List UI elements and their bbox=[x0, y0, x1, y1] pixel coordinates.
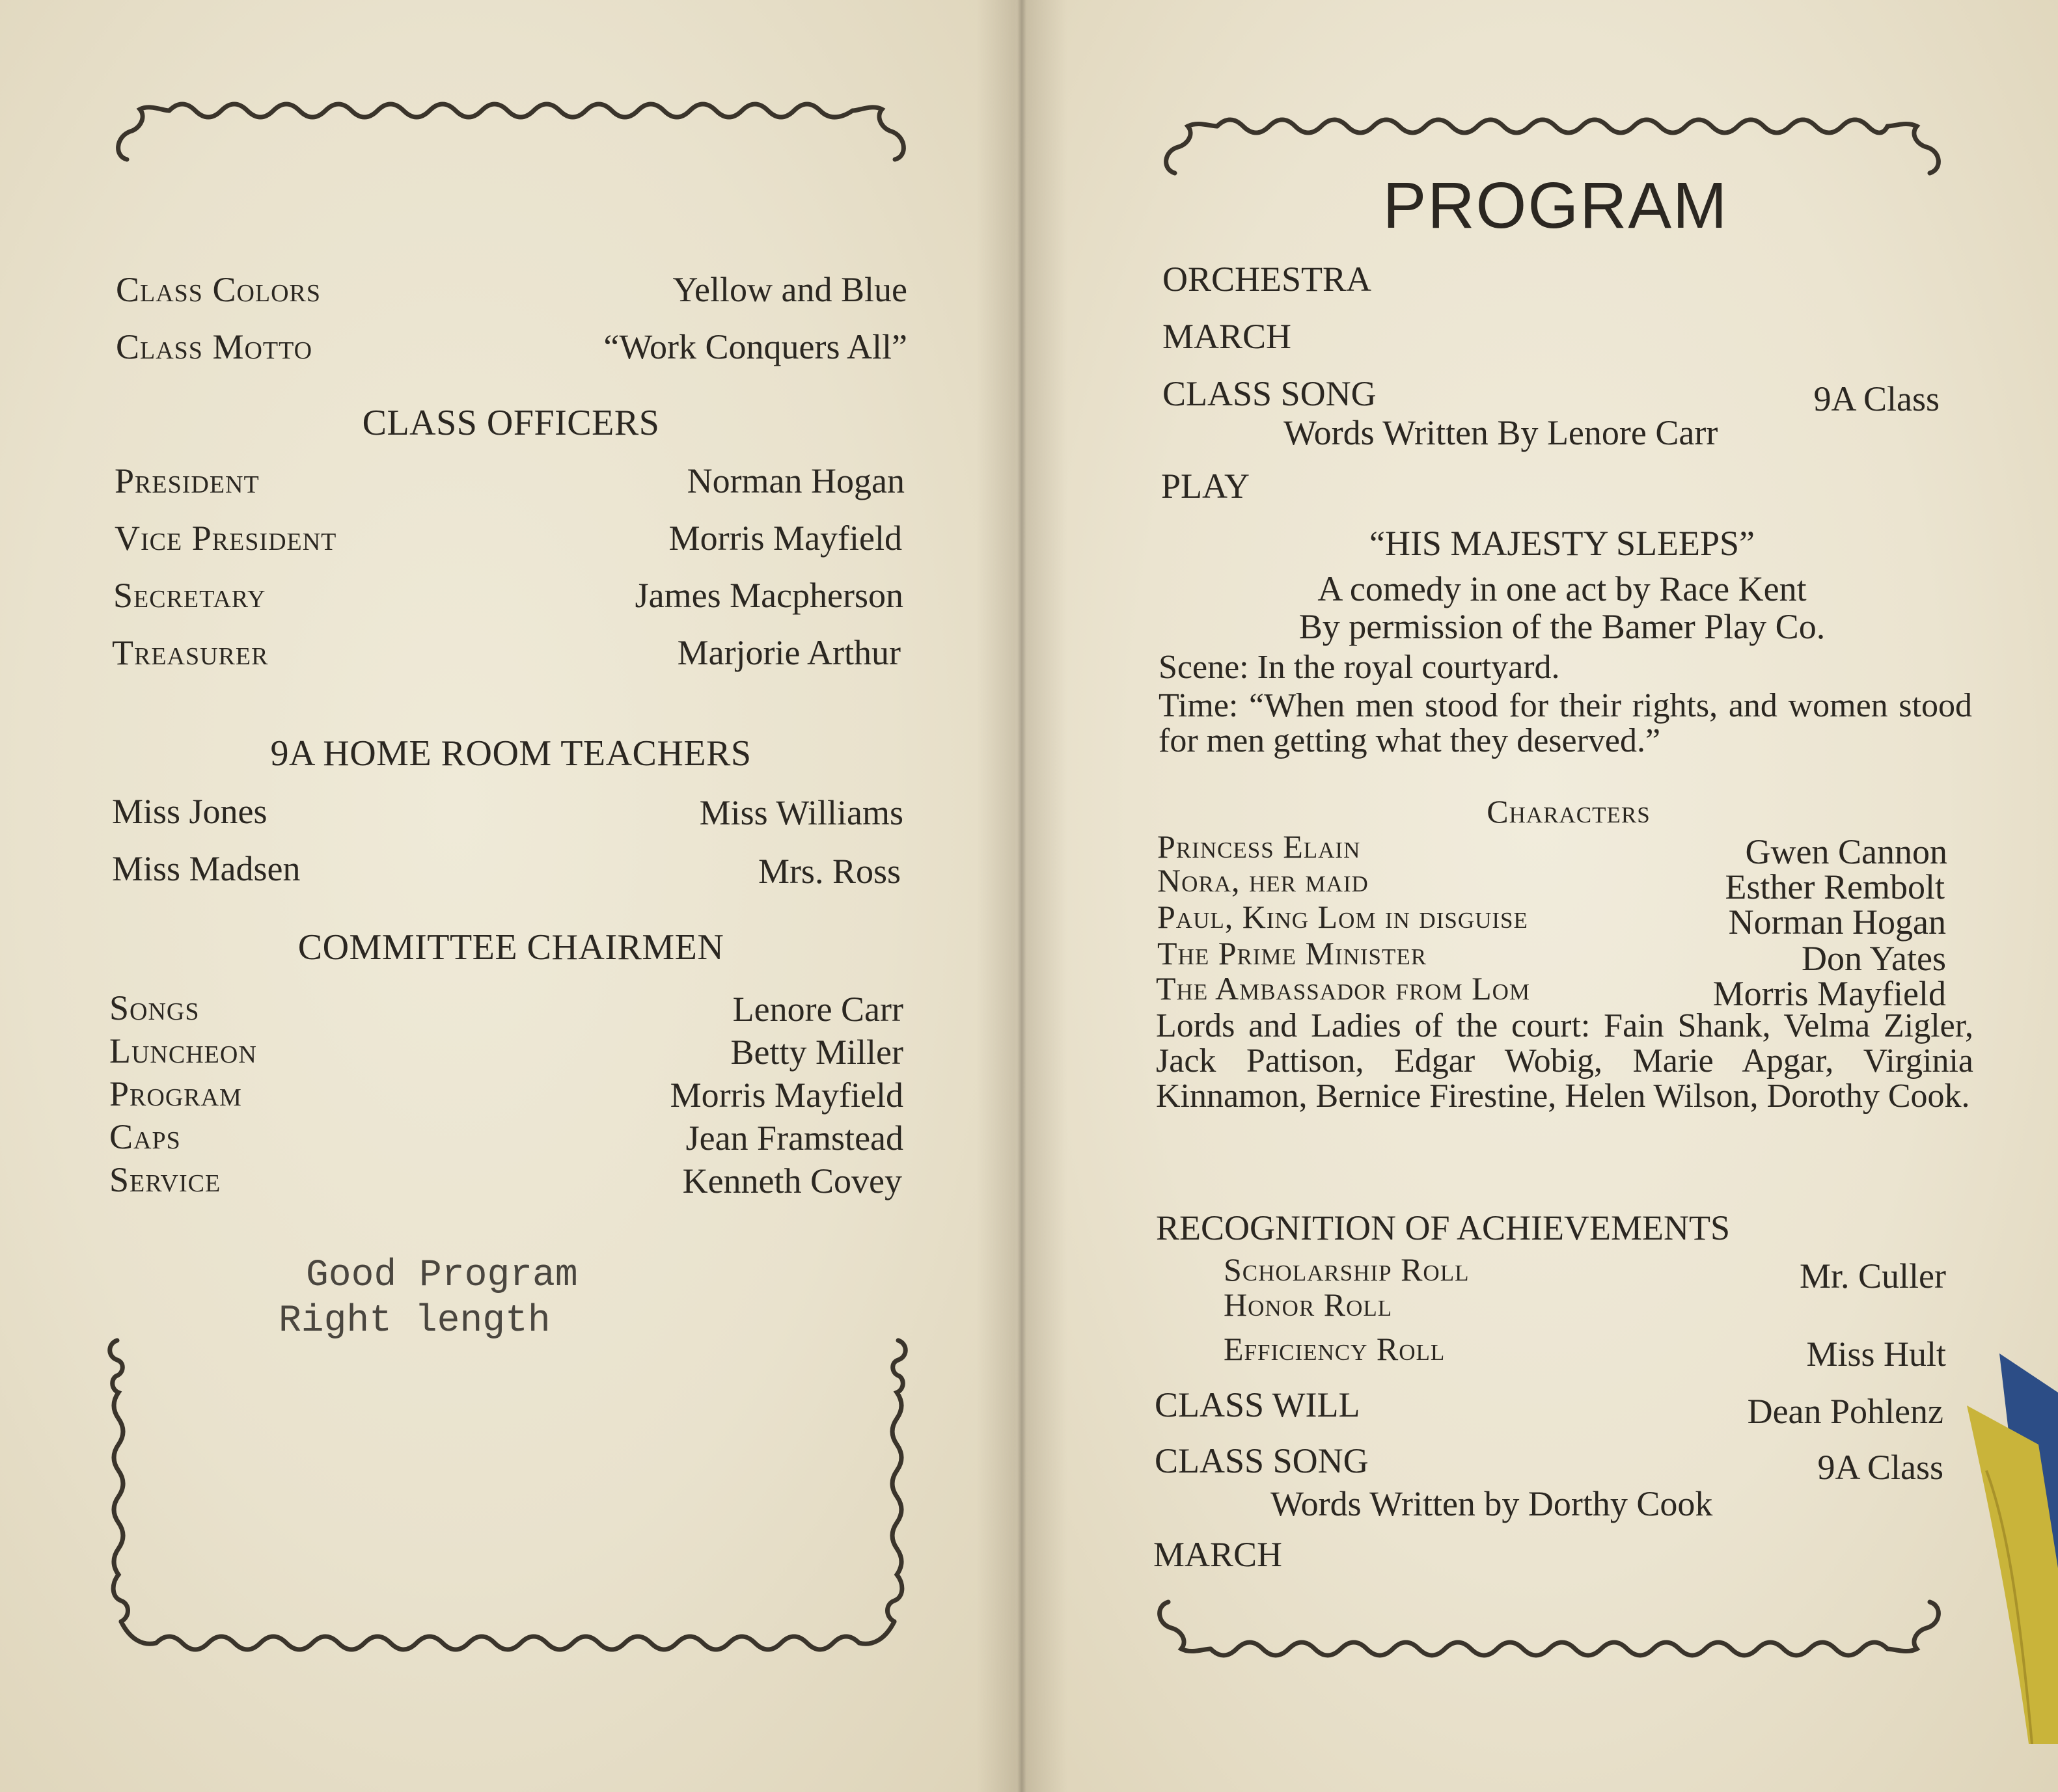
teacher-left: Miss Jones bbox=[112, 792, 268, 831]
program-item-recognition: RECOGNITION OF ACHIEVEMENTS bbox=[1156, 1208, 1730, 1247]
committee-heading: COMMITTEE CHAIRMEN bbox=[297, 927, 724, 968]
ribbon-decoration bbox=[1967, 1353, 2058, 1744]
officer-role: Secretary bbox=[113, 576, 266, 615]
officer-name: Norman Hogan bbox=[687, 461, 905, 500]
committee-name: Kenneth Covey bbox=[682, 1161, 902, 1201]
top-ornament-left bbox=[111, 91, 911, 169]
class-song-2-performer: 9A Class bbox=[1817, 1448, 1943, 1487]
program-item-march-2: MARCH bbox=[1153, 1535, 1283, 1574]
program-item-march: MARCH bbox=[1162, 317, 1292, 356]
character-role: Paul, King Lom in disguise bbox=[1157, 899, 1528, 935]
lords-and-ladies: Lords and Ladies of the court: Fain Shank, Velma Zigler, Jack Pattison, Edgar Wobig, Marie Apgar, Virginia Kinnamon, Bernice Firestine, Helen Wilson, Dorothy Cook. bbox=[1156, 1007, 1973, 1115]
teachers-heading: 9A HOME ROOM TEACHERS bbox=[270, 733, 752, 774]
officer-role: Treasurer bbox=[112, 633, 269, 672]
committee-name: Jean Framstead bbox=[685, 1119, 903, 1158]
roll-name: Honor Roll bbox=[1224, 1286, 1393, 1323]
officers-heading: CLASS OFFICERS bbox=[362, 403, 660, 443]
teacher-right: Miss Williams bbox=[699, 793, 903, 832]
program-item-play: PLAY bbox=[1161, 467, 1250, 506]
character-actor: Gwen Cannon bbox=[1745, 832, 1947, 871]
class-song-words: Words Written By Lenore Carr bbox=[1283, 413, 1718, 452]
roll-presenter: Mr. Culler bbox=[1800, 1256, 1946, 1296]
class-song-performer: 9A Class bbox=[1813, 379, 1940, 418]
typed-note-line2: Right length bbox=[279, 1300, 551, 1342]
program-item-class-song: CLASS SONG bbox=[1162, 374, 1377, 413]
committee-role: Caps bbox=[109, 1117, 181, 1156]
typed-note-line1: Good Program bbox=[306, 1255, 578, 1297]
character-role: Princess Elain bbox=[1157, 828, 1361, 865]
character-role: Nora, her maid bbox=[1157, 862, 1369, 899]
class-colors-value: Yellow and Blue bbox=[672, 270, 907, 309]
officer-name: Marjorie Arthur bbox=[677, 633, 901, 672]
class-motto-value: “Work Conquers All” bbox=[603, 327, 907, 366]
play-scene: Scene: In the royal courtyard. bbox=[1159, 649, 1560, 686]
class-colors-label: Class Colors bbox=[116, 270, 322, 309]
characters-heading: Characters bbox=[1487, 793, 1651, 830]
class-will-presenter: Dean Pohlenz bbox=[1747, 1392, 1943, 1431]
program-item-class-song-2: CLASS SONG bbox=[1155, 1441, 1369, 1480]
officer-name: James Macpherson bbox=[635, 576, 903, 615]
character-actor: Morris Mayfield bbox=[1712, 974, 1946, 1013]
play-permission: By permission of the Bamer Play Co. bbox=[1298, 607, 1826, 646]
committee-name: Betty Miller bbox=[730, 1033, 903, 1072]
committee-role: Songs bbox=[109, 988, 200, 1027]
left-page bbox=[0, 0, 1015, 1792]
officer-role: President bbox=[115, 461, 260, 500]
roll-presenter: Miss Hult bbox=[1806, 1335, 1946, 1374]
character-role: The Prime Minister bbox=[1157, 935, 1427, 971]
teacher-left: Miss Madsen bbox=[112, 849, 301, 888]
play-title: “HIS MAJESTY SLEEPS” bbox=[1369, 524, 1755, 563]
committee-name: Morris Mayfield bbox=[670, 1076, 903, 1115]
play-time: Time: “When men stood for their rights, and women stood for men getting what they deserved.” bbox=[1159, 687, 1972, 759]
character-actor: Don Yates bbox=[1801, 939, 1946, 978]
officer-role: Vice President bbox=[115, 519, 337, 558]
committee-role: Service bbox=[109, 1160, 221, 1199]
program-item-class-will: CLASS WILL bbox=[1155, 1385, 1360, 1424]
character-role: The Ambassador from Lom bbox=[1156, 970, 1531, 1007]
bottom-ornament-right bbox=[1152, 1594, 1946, 1666]
right-page bbox=[1015, 0, 2058, 1792]
committee-role: Program bbox=[109, 1074, 242, 1113]
roll-name: Scholarship Roll bbox=[1224, 1251, 1470, 1288]
program-item-orchestra: ORCHESTRA bbox=[1162, 260, 1372, 299]
program-title: PROGRAM bbox=[1382, 169, 1729, 242]
roll-name: Efficiency Roll bbox=[1224, 1331, 1446, 1367]
class-motto-label: Class Motto bbox=[116, 327, 313, 366]
officer-name: Morris Mayfield bbox=[668, 519, 902, 558]
play-description: A comedy in one act by Race Kent bbox=[1317, 569, 1807, 608]
character-actor: Norman Hogan bbox=[1728, 903, 1946, 942]
class-song-2-words: Words Written by Dorthy Cook bbox=[1270, 1484, 1713, 1523]
teacher-right: Mrs. Ross bbox=[758, 852, 901, 891]
committee-role: Luncheon bbox=[109, 1031, 257, 1070]
book-gutter bbox=[976, 0, 1067, 1792]
committee-name: Lenore Carr bbox=[732, 990, 903, 1029]
bottom-frame-ornament-left bbox=[104, 1327, 911, 1666]
character-actor: Esther Rembolt bbox=[1725, 867, 1945, 906]
